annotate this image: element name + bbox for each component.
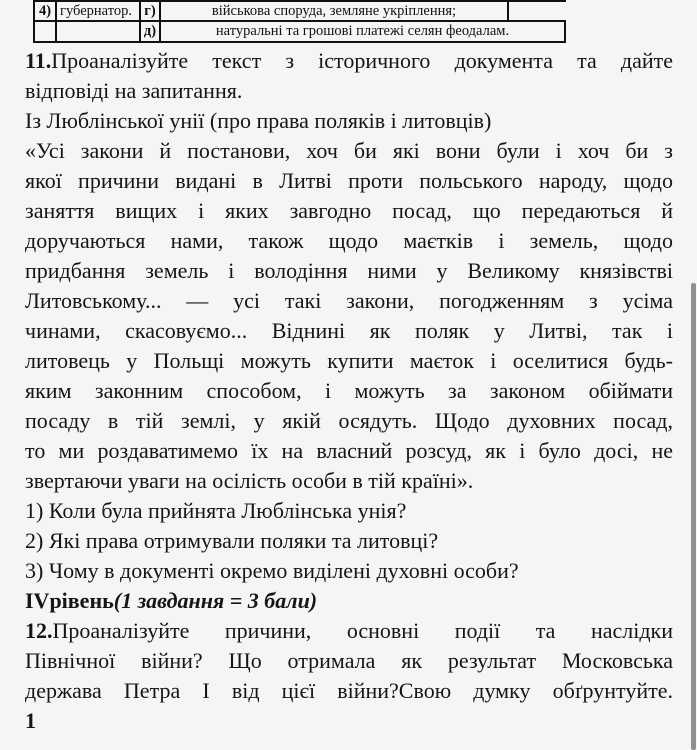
table-cell: 4) — [35, 2, 57, 20]
task-11-line: 11.Проаналізуйте текст з історичного документа та дайте — [25, 48, 673, 73]
quote-line: Литовському... — усі такі закони, погодженням з усіма — [25, 288, 673, 313]
table-cell: д) — [141, 22, 161, 41]
quote-line: придбання земель і володіння ними у Великому князівстві — [25, 258, 673, 283]
quote-line: то ми роздаватимемо їх на власний розсуд, як і було досі, не — [25, 438, 673, 463]
text-line: відповіді на запитання. — [25, 78, 243, 103]
quote-line: посаду в тій землі, у якій осядуть. Щодо духовних посад, — [25, 408, 673, 433]
quote-line: яким законним способом, і можуть за законом обіймати — [25, 378, 673, 403]
quote-line: литовець у Польщі можуть купити маєток і оселитися будь- — [25, 348, 673, 373]
document-body — [25, 46, 673, 736]
task-12-line: 12.Проаналізуйте причини, основні події та наслідки — [25, 618, 673, 643]
question-3-line: 3) Чому в документі окремо виділені духовні особи? — [25, 558, 519, 583]
quote-line: «Усі закони й постанови, хоч би які вони були і хоч би з — [25, 138, 673, 163]
quote-line: чинами, скасовуємо... Віднині як поляк у Литві, так і — [25, 318, 673, 343]
table-cell: губернатор. — [57, 2, 141, 20]
text-line: Північної війни? Що отримала як результат Московська — [25, 648, 673, 673]
level-points: (1 завдання = 3 бали) — [113, 588, 318, 613]
table-cell: натуральні та грошові платежі селян феодалам. — [161, 22, 566, 41]
table-cell — [35, 22, 57, 41]
quote-line: доручаються нами, також щодо маєтків і земель, щодо — [25, 228, 673, 253]
quote-line: звертаючи уваги на осілість особи в тій країні». — [25, 468, 474, 493]
task-number: 12. — [25, 618, 53, 643]
table-cell: військова споруда, земляне укріплення; — [161, 2, 509, 20]
level-heading-line — [25, 586, 673, 616]
table-row — [33, 0, 566, 20]
matching-table — [33, 0, 566, 43]
table-row — [33, 20, 566, 43]
text-line: держава Петра I від цієї війни?Свою думку обґрунтуйте. — [25, 678, 673, 703]
table-cell: г) — [141, 2, 161, 20]
task-number: 11. — [25, 48, 52, 73]
scrollbar-thumb[interactable] — [691, 283, 696, 750]
quote-line: якої причини видані в Литві проти польського народу, щодо — [25, 168, 673, 193]
quote-line: заняття вищих і яких завгодно посад, що передаються й — [25, 198, 673, 223]
question-2-line: 2) Які права отримували поляки та литовці? — [25, 528, 439, 553]
page-number: 1 — [25, 708, 36, 733]
question-1-line: 1) Коли була прийнята Люблінська унія? — [25, 498, 407, 523]
source-title-line: Із Люблінської унії (про права поляків і литовців) — [25, 108, 492, 133]
table-cell — [57, 22, 141, 41]
level-label: IVрівень — [25, 588, 114, 613]
